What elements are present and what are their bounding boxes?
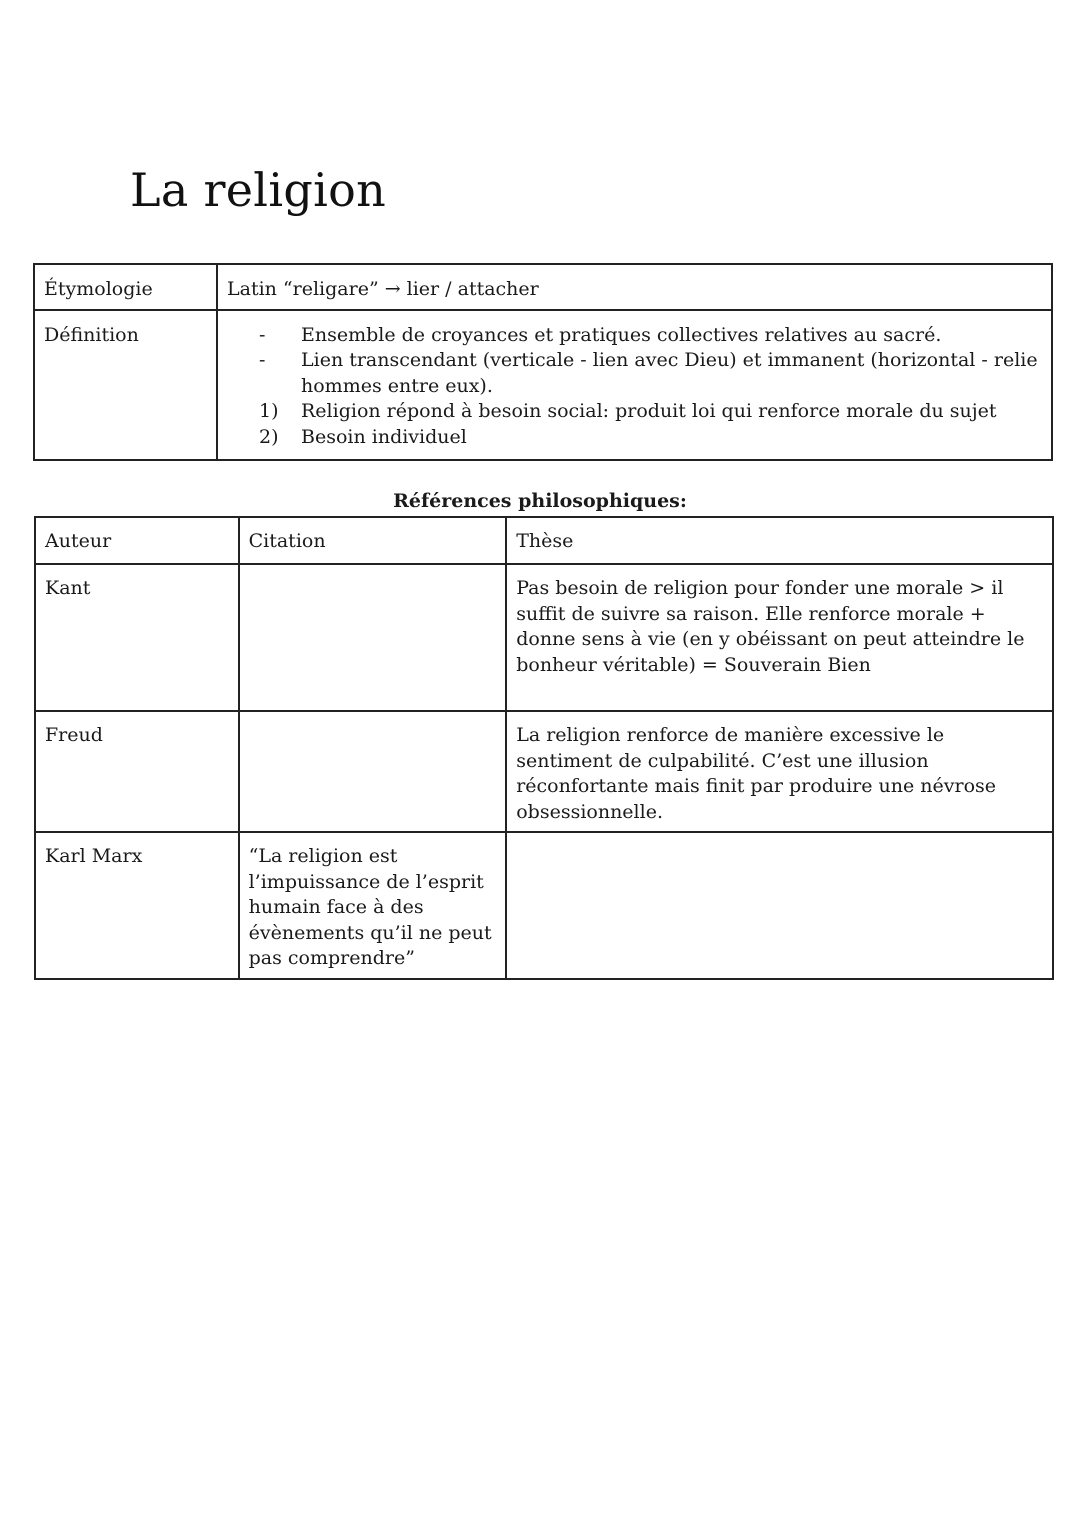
definition-item [259,348,1043,399]
list-marker: 2) [259,425,279,448]
table-row [35,832,1053,979]
quote-cell [239,711,507,832]
author-cell: Kant [35,564,239,711]
references-heading: Références philosophiques: [393,490,687,512]
definition-item-text: Ensemble de croyances et pratiques collectives relatives au sacré. [301,323,942,346]
definition-item [259,425,1043,451]
definitions-table [33,263,1053,461]
page-title: La religion [130,163,387,217]
etymology-label: Étymologie [34,264,217,310]
references-table [34,516,1054,980]
list-marker: - [259,349,266,371]
thesis-cell [506,832,1053,979]
definition-item [259,323,1043,349]
column-header-thesis: Thèse [506,517,1053,564]
quote-cell: “La religion est l’impuissance de l’esprit humain face à des évènements qu’il ne peut pas comprendre” [239,832,507,979]
definition-item-text: Religion répond à besoin social: produit loi qui renforce morale du sujet [301,400,997,422]
etymology-value: Latin “religare” → lier / attacher [217,264,1052,310]
definition-content [217,310,1052,460]
thesis-cell: Pas besoin de religion pour fonder une morale > il suffit de suivre sa raison. Elle renforce morale + donne sens à vie (en y obéissant on peut atteindre le bonheur véritable) = Souverain Bien [506,564,1053,711]
definition-item [259,399,1043,425]
definition-list [227,323,1043,451]
quote-cell [239,564,507,711]
definition-label: Définition [34,310,217,460]
table-row [35,711,1053,832]
definition-item-text: Lien transcendant (verticale - lien avec Dieu) et immanent (horizontal - relie hommes entre eux). [301,349,1038,397]
list-marker: 1) [259,400,279,422]
author-cell: Freud [35,711,239,832]
thesis-cell: La religion renforce de manière excessive le sentiment de culpabilité. C’est une illusion réconfortante mais finit par produire une névrose obsessionnelle. [506,711,1053,832]
etymology-row [34,264,1052,310]
column-header-quote: Citation [239,517,507,564]
definition-row [34,310,1052,460]
references-header-row [35,517,1053,564]
list-marker: - [259,323,266,346]
column-header-author: Auteur [35,517,239,564]
table-row [35,564,1053,711]
author-cell: Karl Marx [35,832,239,979]
definition-item-text: Besoin individuel [301,425,467,448]
